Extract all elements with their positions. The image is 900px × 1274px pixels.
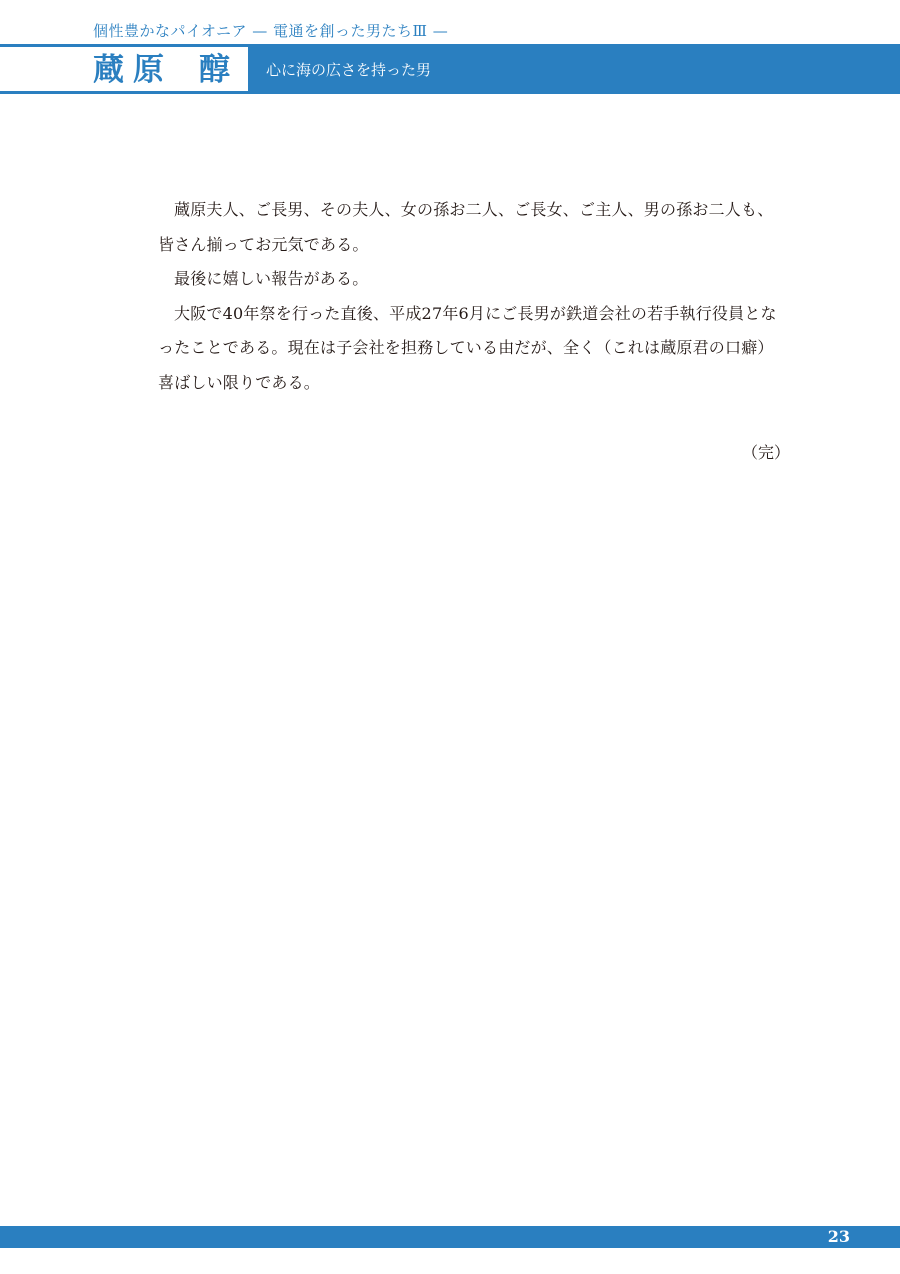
article-header — [0, 44, 900, 94]
paragraph: 大阪で40年祭を行った直後、平成27年6月にご長男が鉄道会社の若手執行役員となったことである。現在は子会社を担務している由だが、全く（これは蔵原君の口癖）喜ばしい限りである。 — [158, 303, 777, 392]
author-given-name: 醇 — [199, 52, 239, 88]
header-bottom-rule — [0, 91, 248, 94]
author-surname: 蔵原 — [93, 52, 173, 88]
article-subtitle: 心に海の広さを持った男 — [266, 61, 432, 79]
footer-bar — [0, 1226, 900, 1248]
end-mark: （完） — [742, 443, 791, 462]
author-name — [93, 50, 239, 90]
page-number: 23 — [827, 1227, 850, 1246]
subtitle-band — [248, 44, 900, 94]
article-body — [158, 193, 786, 400]
series-title: 個性豊かなパイオニア — 電通を創った男たちⅢ — — [93, 22, 449, 40]
paragraph: 蔵原夫人、ご長男、その夫人、女の孫お二人、ご長女、ご主人、男の孫お二人も、皆さん揃ってお元気である。 — [158, 200, 774, 254]
paragraph: 最後に嬉しい報告がある。 — [174, 269, 369, 288]
